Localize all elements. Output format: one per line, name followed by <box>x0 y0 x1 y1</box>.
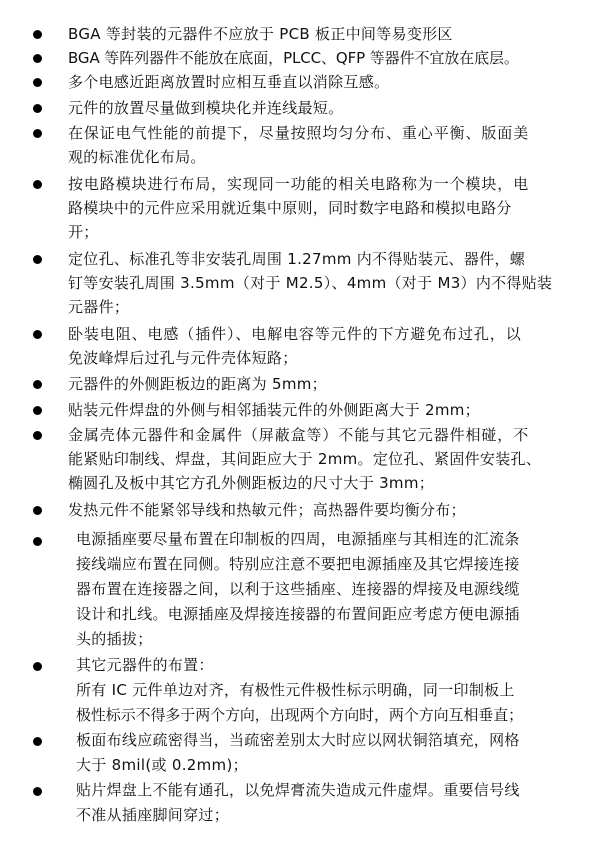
bullet-icon <box>33 180 42 189</box>
bullet-icon <box>33 54 42 63</box>
list-item-text: 极性标示不得多于两个方向，出现两个方向时，两个方向互相垂直； <box>76 706 524 724</box>
list-item-text: 元器件； <box>68 298 130 316</box>
list-item-text: 板面布线应疏密得当，当疏密差别太大时应以网状铜箔填充，网格 <box>76 731 520 749</box>
bullet-icon <box>33 406 42 415</box>
bullet-icon <box>33 78 42 87</box>
list-item-text: 贴片焊盘上不能有通孔，以免焊膏流失造成元件虚焊。重要信号线 <box>76 781 520 799</box>
list-item-text: 大于 8mil(或 0.2mm)； <box>76 756 248 774</box>
bullet-icon <box>33 30 42 39</box>
list-item-text: 多个电感近距离放置时应相互垂直以消除互感。 <box>68 73 390 91</box>
list-item-text: 定位孔、标准孔等非安装孔周围 1.27mm 内不得贴装元、器件，螺 <box>68 250 526 268</box>
list-item-text: 设计和扎线。电源插座及焊接连接器的布置间距应考虑方便电源插 <box>76 605 520 623</box>
bullet-icon <box>33 129 42 138</box>
list-item-text: 开； <box>68 223 99 241</box>
list-item-text: 按电路模块进行布局，实现同一功能的相关电路称为一个模块，电 <box>68 175 530 193</box>
list-item-text: 钉等安装孔周围 3.5mm（对于 M2.5）、4mm（对于 M3）内不得贴装 <box>68 274 553 292</box>
list-item-text: 器布置在连接器之间，以利于这些插座、连接器的焊接及电源线缆 <box>76 580 520 598</box>
list-item-text: 所有 IC 元件单边对齐，有极性元件极性标示明确，同一印制板上 <box>76 681 515 699</box>
list-item-text: 金属壳体元器件和金属件（屏蔽盒等）不能与其它元器件相碰，不 <box>68 426 530 444</box>
bullet-icon <box>33 330 42 339</box>
list-item-text: 其它元器件的布置： <box>76 656 214 674</box>
bullet-icon <box>33 255 42 264</box>
bullet-icon <box>33 787 42 796</box>
list-item-text: 贴装元件焊盘的外侧与相邻插装元件的外侧距离大于 2mm； <box>68 401 480 419</box>
list-item-text: BGA 等阵列器件不能放在底面，PLCC、QFP 等器件不宜放在底层。 <box>68 49 519 67</box>
bullet-icon <box>33 506 42 515</box>
list-item-text: BGA 等封装的元器件不应放于 PCB 板正中间等易变形区 <box>68 25 453 43</box>
bullet-icon <box>33 737 42 746</box>
list-item-text: 头的插拔； <box>76 630 153 648</box>
list-item-text: 卧装电阻、电感（插件）、电解电容等元件的下方避免布过孔，以 <box>68 325 522 343</box>
list-item-text: 椭圆孔及板中其它方孔外侧距板边的尺寸大于 3mm； <box>68 474 435 492</box>
list-item-text: 元器件的外侧距板边的距离为 5mm； <box>68 375 327 393</box>
list-item-text: 不准从插座脚间穿过； <box>76 806 230 824</box>
list-item-text: 发热元件不能紧邻导线和热敏元件；高热器件要均衡分布； <box>68 501 466 519</box>
bullet-icon <box>33 537 42 546</box>
list-item-text: 能紧贴印制线、焊盘，其间距应大于 2mm。定位孔、紧固件安装孔、 <box>68 450 542 468</box>
list-item-text: 免波峰焊后过孔与元件壳体短路； <box>68 349 298 367</box>
bullet-icon <box>33 431 42 440</box>
list-item-text: 在保证电气性能的前提下，尽量按照均匀分布、重心平衡、版面美 <box>68 124 530 142</box>
bullet-icon <box>33 380 42 389</box>
list-item-text: 电源插座要尽量布置在印制板的四周，电源插座与其相连的汇流条 <box>76 530 520 548</box>
bullet-icon <box>33 662 42 671</box>
list-item-text: 接线端应布置在同侧。特别应注意不要把电源插座及其它焊接连接 <box>76 555 520 573</box>
list-item-text: 路模块中的元件应采用就近集中原则，同时数字电路和模拟电路分 <box>68 199 512 217</box>
list-item-text: 观的标准优化布局。 <box>68 148 206 166</box>
list-item-text: 元件的放置尽量做到模块化并连线最短。 <box>68 99 344 117</box>
bullet-icon <box>33 104 42 113</box>
